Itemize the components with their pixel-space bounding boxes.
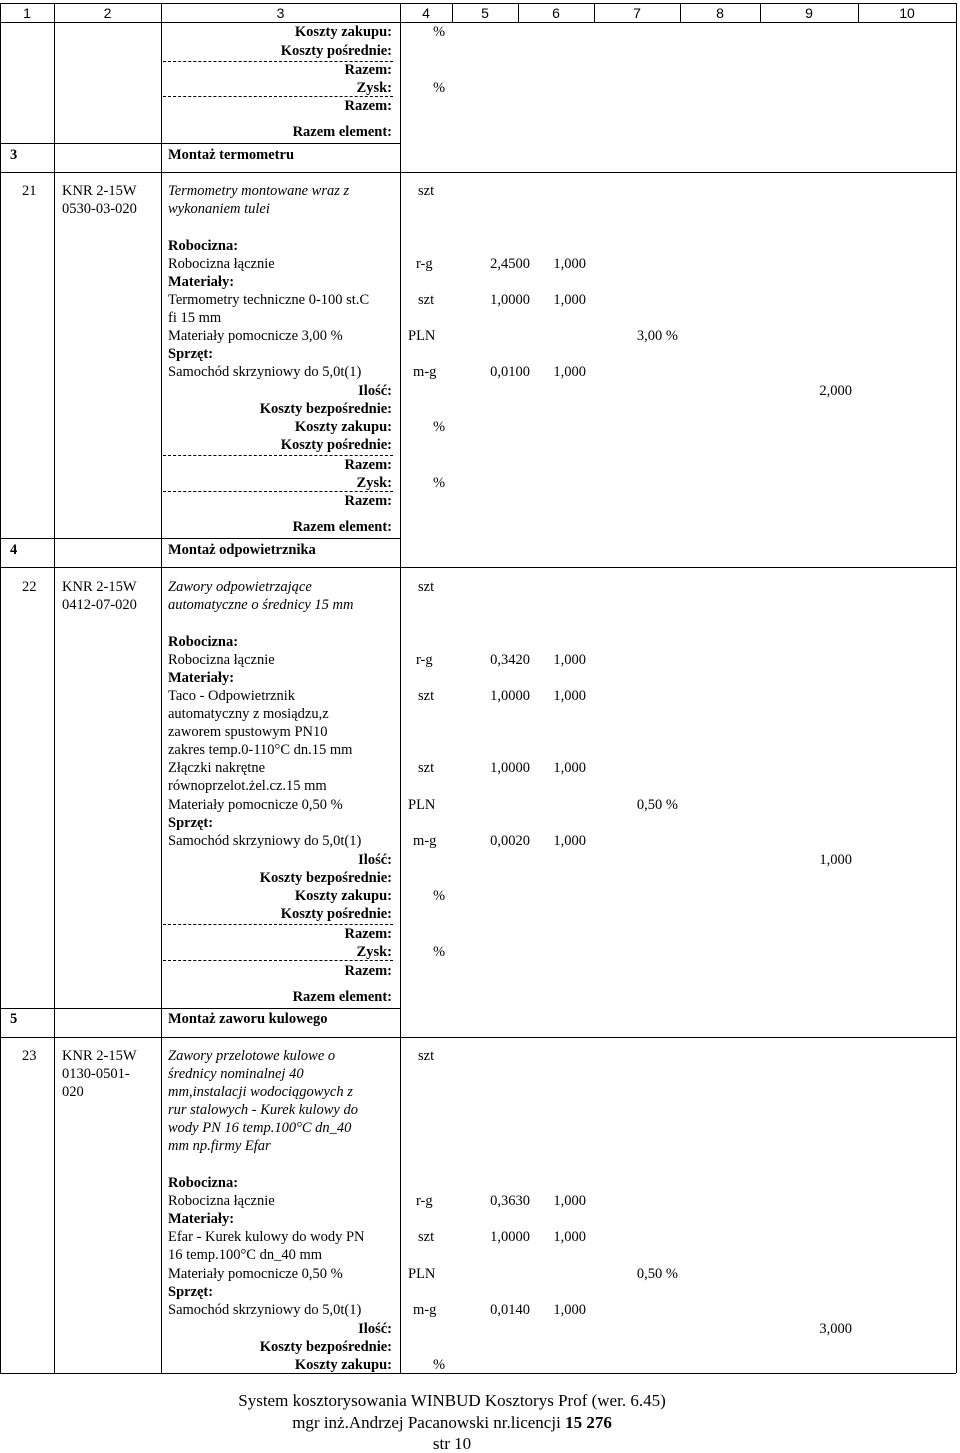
label-razem: Razem: — [344, 963, 392, 979]
label-robocizna: Robocizna: — [168, 634, 239, 650]
resource-name: automatyczny z mosiądzu,z — [168, 706, 329, 722]
table-left-border — [0, 3, 1, 1373]
resource-unit: r-g — [416, 256, 433, 272]
footer-page-number: str 10 — [432, 1434, 472, 1453]
resource-name: Termometry techniczne 0-100 st.C — [168, 292, 370, 308]
resource-coefficient: 1,000 — [553, 256, 586, 272]
label-koszty-bezposrednie: Koszty bezpośrednie: — [259, 1339, 392, 1355]
label-sprzet: Sprzęt: — [168, 1284, 214, 1300]
position-description: automatyczne o średnicy 15 mm — [168, 597, 354, 613]
header-col-4: 4 — [422, 5, 430, 21]
label-koszty-zakupu: Koszty zakupu: — [294, 419, 392, 435]
header-col-8: 8 — [716, 5, 724, 21]
header-col-6: 6 — [552, 5, 560, 21]
header-col-5: 5 — [481, 5, 489, 21]
label-sprzet: Sprzęt: — [168, 815, 214, 831]
position-code: 0530-03-020 — [62, 201, 137, 217]
resource-name: Taco - Odpowietrznik — [168, 688, 296, 704]
resource-coefficient: 1,000 — [553, 1302, 586, 1318]
resource-norm: 0,0100 — [490, 364, 530, 380]
section-separator — [0, 172, 956, 173]
label-razem-element: Razem element: — [292, 124, 392, 140]
label-robocizna: Robocizna: — [168, 1175, 239, 1191]
table-right-border — [956, 3, 957, 1373]
label-zysk: Zysk: — [356, 944, 392, 960]
label-razem: Razem: — [344, 926, 392, 942]
resource-norm: 0,3420 — [490, 652, 530, 668]
percent-sign: % — [433, 80, 446, 96]
position-unit: szt — [418, 579, 435, 595]
resource-unit: m-g — [413, 364, 437, 380]
resource-name: Samochód skrzyniowy do 5,0t(1) — [168, 1302, 362, 1318]
section-number: 4 — [10, 542, 18, 558]
position-description: mm,instalacji wodociągowych z — [168, 1084, 353, 1100]
section-title: Montaż zaworu kulowego — [168, 1011, 328, 1027]
label-sprzet: Sprzęt: — [168, 346, 214, 362]
position-quantity: 3,000 — [819, 1321, 852, 1337]
position-code: KNR 2-15W — [62, 183, 137, 199]
resource-percent: 0,50 % — [636, 797, 678, 813]
position-code: 020 — [62, 1084, 84, 1100]
resource-name: Samochód skrzyniowy do 5,0t(1) — [168, 364, 362, 380]
position-code: KNR 2-15W — [62, 1048, 137, 1064]
resource-name: Robocizna łącznie — [168, 1193, 275, 1209]
label-koszty-bezposrednie: Koszty bezpośrednie: — [259, 870, 392, 886]
resource-norm: 1,0000 — [490, 1229, 530, 1245]
resource-unit: szt — [418, 688, 435, 704]
label-materialy: Materiały: — [168, 670, 235, 686]
resource-norm: 1,0000 — [490, 292, 530, 308]
resource-coefficient: 1,000 — [553, 652, 586, 668]
section-number: 3 — [10, 147, 18, 163]
resource-coefficient: 1,000 — [553, 760, 586, 776]
label-razem: Razem: — [344, 457, 392, 473]
label-zysk: Zysk: — [356, 475, 392, 491]
resource-name: zaworem spustowym PN10 — [168, 724, 328, 740]
resource-unit: PLN — [408, 328, 436, 344]
resource-name: Robocizna łącznie — [168, 256, 275, 272]
header-col-2: 2 — [103, 5, 112, 21]
header-col-9: 9 — [805, 5, 813, 21]
position-description: wykonaniem tulei — [168, 201, 270, 217]
resource-coefficient: 1,000 — [553, 1193, 586, 1209]
resource-unit: szt — [418, 760, 435, 776]
label-koszty-posrednie: Koszty pośrednie: — [280, 906, 392, 922]
label-koszty-posrednie: Koszty pośrednie: — [280, 43, 392, 59]
position-description: wody PN 16 temp.100°C dn_40 — [168, 1120, 352, 1136]
label-materialy: Materiały: — [168, 1211, 235, 1227]
header-bottom-border — [0, 22, 956, 23]
position-number: 22 — [22, 579, 37, 595]
position-description: mm np.firmy Efar — [168, 1138, 271, 1154]
section-number: 5 — [10, 1011, 18, 1027]
resource-percent: 0,50 % — [636, 1266, 678, 1282]
resource-norm: 0,3630 — [490, 1193, 530, 1209]
position-number: 23 — [22, 1048, 37, 1064]
resource-norm: 0,0020 — [490, 833, 530, 849]
resource-unit: m-g — [413, 1302, 437, 1318]
resource-name: Robocizna łącznie — [168, 652, 275, 668]
resource-unit: r-g — [416, 652, 433, 668]
percent-sign: % — [433, 944, 446, 960]
resource-name: 16 temp.100°C dn_40 mm — [168, 1247, 323, 1263]
resource-coefficient: 1,000 — [553, 833, 586, 849]
label-ilosc: Ilość: — [358, 383, 392, 399]
position-number: 21 — [22, 183, 37, 199]
resource-unit: PLN — [408, 1266, 436, 1282]
resource-name: Materiały pomocnicze 0,50 % — [168, 1266, 343, 1282]
resource-name: Złączki nakrętne — [168, 760, 266, 776]
resource-norm: 0,0140 — [490, 1302, 530, 1318]
column-divider-3-4 — [400, 3, 401, 1373]
resource-name: Samochód skrzyniowy do 5,0t(1) — [168, 833, 362, 849]
label-koszty-zakupu: Koszty zakupu: — [294, 888, 392, 904]
header-col-7: 7 — [633, 5, 641, 21]
label-razem-element: Razem element: — [292, 989, 392, 1005]
position-description: Zawory przelotowe kulowe o — [168, 1048, 336, 1064]
resource-coefficient: 1,000 — [553, 292, 586, 308]
footer-license-text: mgr inż.Andrzej Pacanowski nr.licencji — [292, 1413, 566, 1432]
footer-software: System kosztorysowania WINBUD Kosztorys Prof (wer. 6.45) — [238, 1391, 666, 1410]
section-separator — [0, 567, 956, 568]
resource-unit: r-g — [416, 1193, 433, 1209]
label-razem: Razem: — [344, 62, 392, 78]
column-divider-1-2 — [54, 3, 55, 1373]
position-quantity: 1,000 — [819, 852, 852, 868]
label-robocizna: Robocizna: — [168, 238, 239, 254]
percent-sign: % — [433, 419, 446, 435]
resource-coefficient: 1,000 — [553, 688, 586, 704]
resource-percent: 3,00 % — [636, 328, 678, 344]
percent-sign: % — [433, 1357, 446, 1373]
position-unit: szt — [418, 183, 435, 199]
section-separator — [0, 538, 400, 539]
position-description: średnicy nominalnej 40 — [168, 1066, 304, 1082]
resource-norm: 2,4500 — [490, 256, 530, 272]
label-ilosc: Ilość: — [358, 1321, 392, 1337]
header-col-1: 1 — [23, 5, 31, 21]
section-title: Montaż odpowietrznika — [168, 542, 316, 558]
section-separator — [0, 143, 400, 144]
resource-name: Materiały pomocnicze 3,00 % — [168, 328, 343, 344]
position-description: Termometry montowane wraz z — [168, 183, 350, 199]
position-code: KNR 2-15W — [62, 579, 137, 595]
resource-coefficient: 1,000 — [553, 364, 586, 380]
resource-name: zakres temp.0-110°C dn.15 mm — [168, 742, 353, 758]
column-divider-2-3 — [161, 3, 162, 1373]
label-razem: Razem: — [344, 98, 392, 114]
resource-coefficient: 1,000 — [553, 1229, 586, 1245]
label-zysk: Zysk: — [356, 80, 392, 96]
percent-sign: % — [433, 475, 446, 491]
percent-sign: % — [433, 888, 446, 904]
resource-norm: 1,0000 — [490, 688, 530, 704]
resource-unit: m-g — [413, 833, 437, 849]
resource-name: fi 15 mm — [168, 310, 222, 326]
position-code: 0412-07-020 — [62, 597, 137, 613]
resource-unit: szt — [418, 1229, 435, 1245]
position-quantity: 2,000 — [819, 383, 852, 399]
label-koszty-bezposrednie: Koszty bezpośrednie: — [259, 401, 392, 417]
position-description: rur stalowych - Kurek kulowy do — [168, 1102, 358, 1118]
resource-unit: szt — [418, 292, 435, 308]
label-koszty-zakupu: Koszty zakupu: — [294, 1357, 392, 1373]
section-separator — [0, 1008, 400, 1009]
percent-sign: % — [433, 24, 446, 40]
footer-license-number: 15 276 — [565, 1413, 612, 1432]
position-code: 0130-0501- — [62, 1066, 130, 1082]
section-separator — [0, 1037, 956, 1038]
position-unit: szt — [418, 1048, 435, 1064]
resource-unit: PLN — [408, 797, 436, 813]
position-description: Zawory odpowietrzające — [168, 579, 312, 595]
resource-norm: 1,0000 — [490, 760, 530, 776]
label-razem-element: Razem element: — [292, 519, 392, 535]
header-col-3: 3 — [276, 5, 285, 21]
table-bottom-border — [0, 1373, 956, 1374]
label-materialy: Materiały: — [168, 274, 235, 290]
label-razem: Razem: — [344, 493, 392, 509]
header-col-10: 10 — [899, 5, 915, 21]
resource-name: Materiały pomocnicze 0,50 % — [168, 797, 343, 813]
label-ilosc: Ilość: — [358, 852, 392, 868]
footer-license — [0, 1413, 904, 1433]
label-koszty-zakupu: Koszty zakupu: — [294, 24, 392, 40]
resource-name: równoprzelot.żel.cz.15 mm — [168, 778, 327, 794]
resource-name: Efar - Kurek kulowy do wody PN — [168, 1229, 365, 1245]
section-title: Montaż termometru — [168, 147, 295, 163]
label-koszty-posrednie: Koszty pośrednie: — [280, 437, 392, 453]
